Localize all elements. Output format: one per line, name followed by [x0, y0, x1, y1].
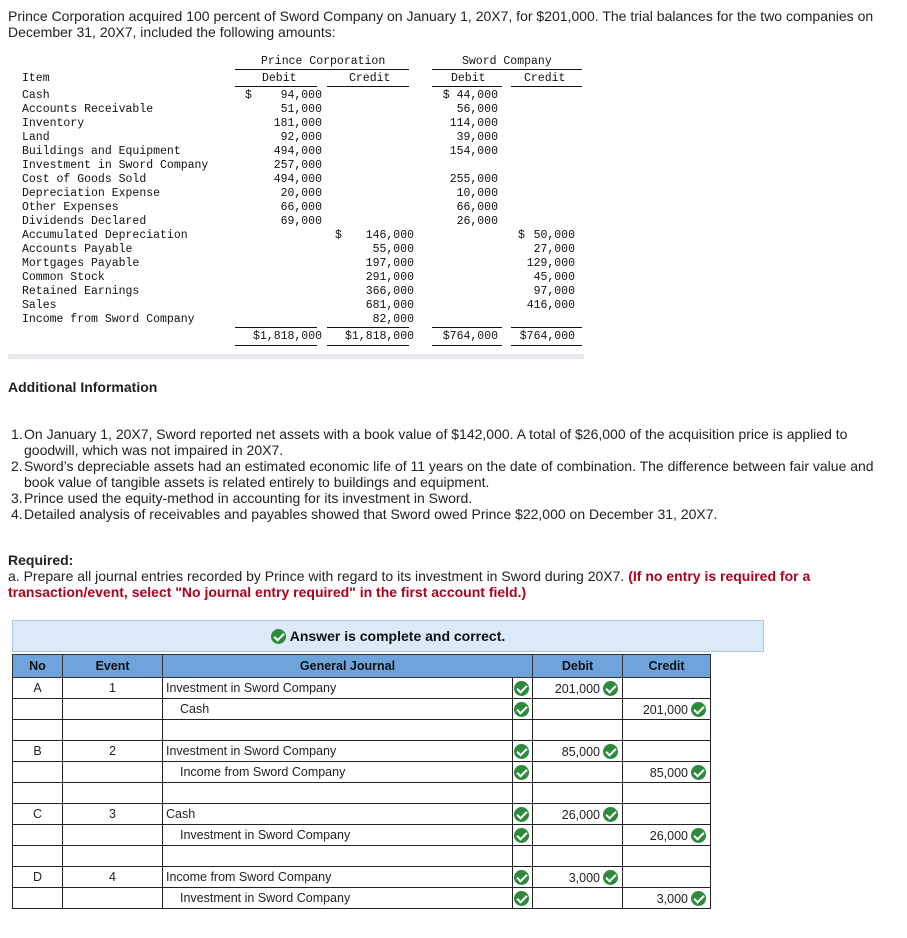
check-icon — [691, 702, 706, 717]
entry-event — [63, 699, 163, 720]
prince-credit-value: 55,000 — [372, 243, 414, 256]
credit-value: 85,000 — [649, 765, 688, 780]
problem-intro: Prince Corporation acquired 100 percent of Sword Company on January 1, 20X7, for $201,000. The trial balances for the two companies on December 31, 20X7, included the following amounts: — [8, 8, 874, 40]
debit-input[interactable] — [533, 699, 623, 720]
item-label: Accounts Payable — [22, 243, 133, 256]
sword-debit-value: 255,000 — [449, 173, 498, 186]
debit-input[interactable] — [533, 762, 623, 783]
account-check — [513, 804, 533, 825]
additional-info-list — [8, 426, 888, 522]
debit-value: 3,000 — [568, 870, 600, 885]
account-select[interactable]: Cash — [163, 699, 513, 720]
check-icon — [514, 807, 529, 822]
credit-input[interactable] — [623, 741, 711, 762]
journal-row — [13, 825, 711, 846]
prince-credit-value: 197,000 — [365, 257, 414, 270]
entry-event — [63, 888, 163, 909]
check-icon — [271, 629, 286, 644]
check-icon — [603, 870, 618, 885]
journal-spacer-row — [13, 783, 711, 804]
sword-underline — [432, 69, 582, 70]
trial-balance-row — [8, 117, 584, 131]
journal-row — [13, 867, 711, 888]
trial-balance-row — [8, 145, 584, 159]
additional-info-heading: Additional Information — [8, 379, 158, 395]
item-label: Land — [22, 131, 50, 144]
item-label: Other Expenses — [22, 201, 119, 214]
debit-column-header: Debit — [533, 655, 623, 678]
sword-credit-value: 97,000 — [533, 285, 575, 298]
trial-balance-row — [8, 257, 584, 271]
sword-debit-value: 114,000 — [449, 117, 498, 130]
prince-debit-value: 494,000 — [273, 145, 322, 158]
dollar-sign: $ — [518, 229, 525, 242]
trial-balance-row — [8, 201, 584, 215]
entry-no — [13, 699, 63, 720]
item-text: On January 1, 20X7, Sword reported net assets with a book value of $142,000. A total of $26,000 of the acquisition price is applied to goodwill, which was not impaired in 20X7. — [24, 426, 848, 458]
sword-credit-value: 45,000 — [533, 271, 575, 284]
item-label: Income from Sword Company — [22, 313, 195, 326]
entry-no: C — [13, 804, 63, 825]
prince-credit-header: Credit — [349, 72, 391, 85]
credit-value: 201,000 — [642, 702, 688, 717]
trial-balance-row — [8, 103, 584, 117]
prince-credit-value: 146,000 — [365, 229, 414, 242]
trial-balance-row — [8, 173, 584, 187]
sword-credit-value: 416,000 — [526, 299, 575, 312]
item-label: Inventory — [22, 117, 85, 130]
sword-debit-value: 39,000 — [456, 131, 498, 144]
check-icon — [603, 807, 618, 822]
entry-event — [63, 762, 163, 783]
account-check — [513, 699, 533, 720]
journal-spacer-row — [13, 846, 711, 867]
dollar-sign: $ — [335, 229, 342, 242]
debit-value: 26,000 — [561, 807, 600, 822]
check-icon — [514, 870, 529, 885]
account-select[interactable]: Income from Sword Company — [163, 867, 513, 888]
item-label: Accumulated Depreciation — [22, 229, 188, 242]
required-a-note: (If no entry is required for a transaction/event, select "No journal entry required" in the first account field.) — [8, 568, 811, 600]
credit-value: 3,000 — [656, 891, 688, 906]
journal-spacer-row — [13, 720, 711, 741]
account-select[interactable]: Investment in Sword Company — [163, 825, 513, 846]
item-label: Dividends Declared — [22, 215, 147, 228]
item-column-header: Item — [22, 72, 50, 85]
credit-input[interactable] — [623, 867, 711, 888]
totals-row — [8, 330, 584, 344]
sword-debit-value: 154,000 — [449, 145, 498, 158]
entry-no — [13, 825, 63, 846]
item-label: Sales — [22, 299, 57, 312]
entry-event: 4 — [63, 867, 163, 888]
journal-row — [13, 888, 711, 909]
item-label: Common Stock — [22, 271, 105, 284]
account-select[interactable]: Investment in Sword Company — [163, 741, 513, 762]
sword-debit-value: $ 44,000 — [442, 89, 498, 102]
item-text: Prince used the equity-method in accounting for its investment in Sword. — [24, 490, 473, 506]
entry-no: A — [13, 678, 63, 699]
entry-no — [13, 888, 63, 909]
required-a — [8, 568, 888, 600]
prince-credit-value: 366,000 — [365, 285, 414, 298]
prince-debit-value: 181,000 — [273, 117, 322, 130]
check-icon — [514, 681, 529, 696]
account-select[interactable]: Income from Sword Company — [163, 762, 513, 783]
credit-value: 26,000 — [649, 828, 688, 843]
account-check — [513, 888, 533, 909]
additional-info-item — [8, 458, 888, 490]
journal-row — [13, 804, 711, 825]
account-check — [513, 867, 533, 888]
additional-info-item — [8, 506, 888, 522]
check-icon — [691, 765, 706, 780]
additional-info-item — [8, 490, 888, 506]
trial-balance-row — [8, 187, 584, 201]
account-check — [513, 741, 533, 762]
general-journal-table — [12, 654, 711, 909]
prince-debit-value: 69,000 — [280, 215, 322, 228]
trial-balance-row — [8, 285, 584, 299]
prince-debit-value: 494,000 — [273, 173, 322, 186]
entry-event: 1 — [63, 678, 163, 699]
check-icon — [603, 744, 618, 759]
credit-column-header: Credit — [623, 655, 711, 678]
table-footer-bar — [8, 354, 584, 359]
prince-debit-value: 66,000 — [280, 201, 322, 214]
item-text: Detailed analysis of receivables and payables showed that Sword owed Prince $22,000 on December 31, 20X7. — [24, 506, 718, 522]
trial-balance-row — [8, 89, 584, 103]
item-label: Cost of Goods Sold — [22, 173, 147, 186]
credit-input[interactable] — [623, 888, 711, 909]
credit-input[interactable] — [623, 699, 711, 720]
sword-credit-header: Credit — [524, 72, 566, 85]
journal-row — [13, 741, 711, 762]
prince-underline — [235, 69, 409, 70]
entry-event — [63, 825, 163, 846]
account-check — [513, 762, 533, 783]
entry-no: B — [13, 741, 63, 762]
entry-no: D — [13, 867, 63, 888]
account-select[interactable]: Investment in Sword Company — [163, 678, 513, 699]
debit-input[interactable] — [533, 888, 623, 909]
item-number: 4. — [11, 506, 23, 522]
check-icon — [514, 891, 529, 906]
sword-debit-value: 10,000 — [456, 187, 498, 200]
item-number: 3. — [11, 490, 23, 506]
journal-row — [13, 678, 711, 699]
check-icon — [514, 765, 529, 780]
sword-debit-total: $764,000 — [442, 330, 498, 343]
prince-credit-total: $1,818,000 — [344, 330, 414, 343]
sword-debit-value: 56,000 — [456, 103, 498, 116]
event-column-header: Event — [63, 655, 163, 678]
dollar-sign: $ — [245, 89, 252, 102]
prince-debit-value: 94,000 — [280, 89, 322, 102]
credit-input[interactable] — [623, 762, 711, 783]
prince-credit-value: 681,000 — [365, 299, 414, 312]
item-text: Sword’s depreciable assets had an estimated economic life of 11 years on the date of combination. The difference between fair value and book value of tangible assets is related entirely to buildings and equipment. — [24, 458, 874, 490]
sword-debit-value: 26,000 — [456, 215, 498, 228]
general-journal-column-header: General Journal — [163, 655, 533, 678]
prince-credit-value: 82,000 — [372, 313, 414, 326]
account-check — [513, 825, 533, 846]
no-column-header: No — [13, 655, 63, 678]
prince-debit-value: 20,000 — [280, 187, 322, 200]
sword-debit-value: 66,000 — [456, 201, 498, 214]
account-check — [513, 678, 533, 699]
debit-input[interactable] — [533, 678, 623, 699]
check-icon — [691, 828, 706, 843]
check-icon — [514, 744, 529, 759]
account-select[interactable]: Cash — [163, 804, 513, 825]
trial-balance-row — [8, 313, 584, 327]
prince-debit-header: Debit — [262, 72, 297, 85]
item-label: Investment in Sword Company — [22, 159, 209, 172]
check-icon — [691, 891, 706, 906]
debit-input[interactable] — [533, 867, 623, 888]
entry-event: 3 — [63, 804, 163, 825]
sword-credit-value: 27,000 — [533, 243, 575, 256]
check-icon — [603, 681, 618, 696]
trial-balance-row — [8, 243, 584, 257]
item-number: 1. — [11, 426, 23, 442]
trial-balance-row — [8, 229, 584, 243]
debit-value: 85,000 — [561, 744, 600, 759]
item-label: Depreciation Expense — [22, 187, 161, 200]
debit-input[interactable] — [533, 804, 623, 825]
prince-header: Prince Corporation — [261, 55, 386, 68]
credit-input[interactable] — [623, 804, 711, 825]
sword-debit-header: Debit — [451, 72, 486, 85]
required-heading: Required: — [8, 552, 74, 568]
item-label: Buildings and Equipment — [22, 145, 181, 158]
required-a-text: a. Prepare all journal entries recorded by Prince with regard to its investment in Sword during 20X7. — [8, 568, 625, 584]
answer-status-banner — [12, 620, 764, 652]
check-icon — [514, 702, 529, 717]
item-number: 2. — [11, 458, 23, 474]
trial-balance-row — [8, 299, 584, 313]
item-label: Mortgages Payable — [22, 257, 140, 270]
sword-credit-value: 50,000 — [533, 229, 575, 242]
check-icon — [514, 828, 529, 843]
credit-input[interactable] — [623, 678, 711, 699]
prince-debit-total: $1,818,000 — [252, 330, 322, 343]
answer-status-text: Answer is complete and correct. — [289, 628, 506, 644]
additional-info-item — [8, 426, 888, 458]
entry-event: 2 — [63, 741, 163, 762]
prince-credit-value: 291,000 — [365, 271, 414, 284]
trial-balance-row — [8, 159, 584, 173]
journal-row — [13, 762, 711, 783]
trial-balance-row — [8, 131, 584, 145]
debit-value: 201,000 — [554, 681, 600, 696]
trial-balance-row — [8, 271, 584, 285]
trial-balance-table — [8, 55, 584, 359]
account-select[interactable]: Investment in Sword Company — [163, 888, 513, 909]
item-label: Retained Earnings — [22, 285, 140, 298]
prince-debit-value: 92,000 — [280, 131, 322, 144]
prince-debit-value: 51,000 — [280, 103, 322, 116]
sword-header: Sword Company — [462, 55, 552, 68]
sword-credit-total: $764,000 — [519, 330, 575, 343]
debit-input[interactable] — [533, 825, 623, 846]
sword-credit-value: 129,000 — [526, 257, 575, 270]
credit-input[interactable] — [623, 825, 711, 846]
prince-debit-value: 257,000 — [273, 159, 322, 172]
entry-no — [13, 762, 63, 783]
trial-balance-row — [8, 215, 584, 229]
debit-input[interactable] — [533, 741, 623, 762]
item-label: Cash — [22, 89, 50, 102]
journal-row — [13, 699, 711, 720]
item-label: Accounts Receivable — [22, 103, 154, 116]
